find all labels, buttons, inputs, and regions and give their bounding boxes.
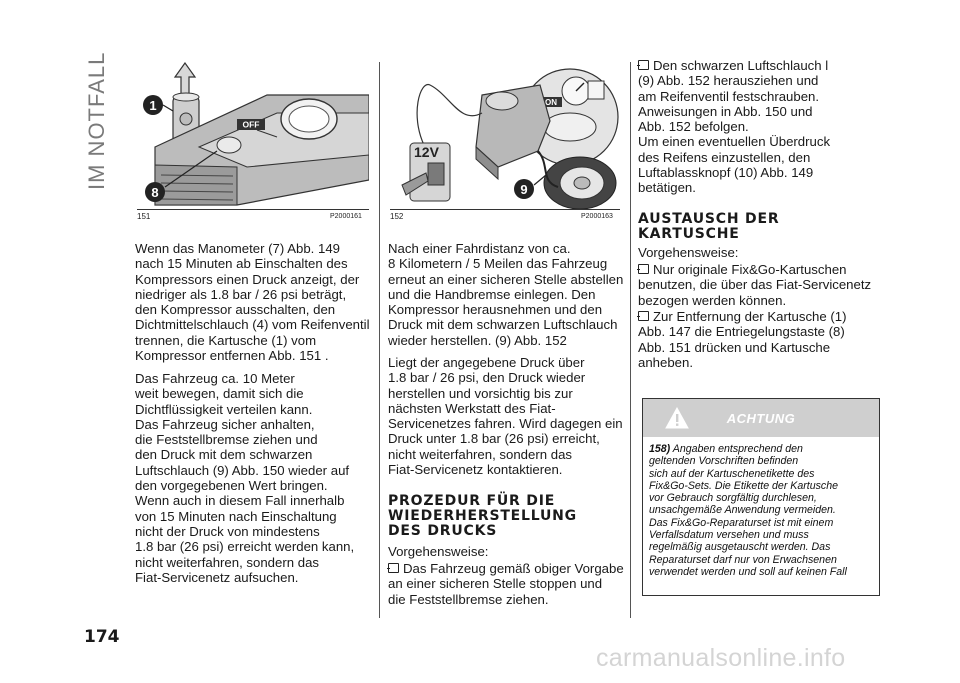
- heading-prozedur: PROZEDUR FÜR DIE WIEDERHERSTELLUNG DES DRUCKS: [388, 493, 577, 539]
- figure-152: [390, 55, 620, 210]
- callout-8: 8: [151, 185, 159, 200]
- off-label: OFF: [242, 119, 260, 130]
- figure-code-152: P2000163: [581, 213, 613, 220]
- col3-bullet-1-text: Den schwarzen Luftschlauch l (9) Abb. 152 herausziehen und am Reifenventil festschrauben. Anweisungen in Abb. 150 und Abb. 152 befolgen. Um einen eventuellen Überdruck des Reifens einzustellen, den Luftablassknopf (10) Abb. 149 betätigen.: [638, 58, 831, 196]
- page-number: 174: [84, 627, 120, 647]
- compressor-illustration-on: [390, 55, 620, 209]
- bullet-icon: [638, 264, 649, 274]
- figure-number-152: 152: [390, 212, 404, 221]
- col3-bullet-2-text: Nur originale Fix&Go-Kartuschen benutzen, die über das Fiat-Servicenetz bezogen werden können.: [638, 262, 872, 308]
- 12v-label: 12V: [414, 144, 439, 160]
- compressor-illustration-off: [137, 55, 369, 209]
- warning-number: 158): [649, 443, 671, 455]
- col3-subheading: Vorgehensweise:: [638, 245, 739, 260]
- warning-header: [643, 399, 879, 437]
- bullet-icon: [638, 60, 649, 70]
- col2-paragraph-2: Liegt der angegebene Druck über 1.8 bar / 26 psi, den Druck wieder herstellen und vorsichtig bis zur nächsten Werkstatt des Fiat- Servicenetzes fahren. Wird dagegen ein Druck unter 1.8 bar (26 psi) erreicht, nicht weiterfahren, sondern das Fiat-Servicenetz kontaktieren.: [388, 355, 623, 478]
- watermark: carmanualsonline.info: [596, 644, 846, 672]
- col3-bullet-2: [638, 262, 871, 308]
- bullet-icon: [638, 311, 649, 321]
- figure-code-151: P2000161: [330, 213, 362, 220]
- column-divider-2: [630, 62, 631, 618]
- section-title: IM NOTFALL: [84, 51, 109, 190]
- warning-triangle-icon: [665, 407, 689, 429]
- col3-bullet-3-text: Zur Entfernung der Kartusche (1) Abb. 147 die Entriegelungstaste (8) Abb. 151 drücken und Kartusche anheben.: [638, 309, 847, 370]
- col3-bullet-1: [638, 58, 830, 196]
- on-label: ON: [545, 98, 557, 107]
- warning-text: [649, 443, 847, 578]
- col1-paragraph-2: Das Fahrzeug ca. 10 Meter weit bewegen, damit sich die Dichtflüssigkeit verteilen kann. Das Fahrzeug sicher anhalten, die Feststellbremse ziehen und den Druck mit dem schwarzen Luftschlauch (9) Abb. 150 wieder auf den vorgegebenen Wert bringen. Wenn auch in diesem Fall innerhalb von 15 Minuten nach Einschaltung nicht der Druck von mindestens 1.8 bar (26 psi) erreicht werden kann, nicht weiterfahren, sondern das Fiat-Servicenetz aufsuchen.: [135, 371, 355, 585]
- col2-paragraph-1: Nach einer Fahrdistanz von ca. 8 Kilometern / 5 Meilen das Fahrzeug erneut an einer sicheren Stelle abstellen und die Handbremse einlegen. Den Kompressor herausnehmen und den Druck mit dem schwarzen Luftschlauch wieder herstellen. (9) Abb. 152: [388, 241, 624, 348]
- figure-151: [137, 55, 369, 210]
- col3-bullet-3: [638, 309, 847, 370]
- col2-bullet-1-text: Das Fahrzeug gemäß obiger Vorgabe an einer sicheren Stelle stoppen und die Feststellbremse ziehen.: [388, 561, 624, 607]
- warning-box: [642, 398, 880, 596]
- callout-9: 9: [520, 182, 528, 197]
- warning-title: ACHTUNG: [726, 410, 796, 426]
- figure-number-151: 151: [137, 212, 151, 221]
- col1-paragraph-1: Wenn das Manometer (7) Abb. 149 nach 15 Minuten ab Einschalten des Kompressors einen Druck anzeigt, der niedriger als 1.8 bar / 26 psi beträgt, den Kompressor ausschalten, den Dichtmittelschlauch (4) vom Reifenventil trennen, die Kartusche (1) vom Kompressor entfernen Abb. 151 .: [135, 241, 370, 364]
- col2-bullet-1: [388, 561, 624, 607]
- heading-austausch: AUSTAUSCH DER KARTUSCHE: [638, 211, 780, 242]
- callout-1: 1: [149, 98, 157, 113]
- column-divider-1: [379, 62, 380, 618]
- bullet-icon: [388, 563, 399, 573]
- warning-body: Angaben entsprechend den geltenden Vorschriften befinden sich auf der Kartuschenetikette des Fix&Go-Sets. Die Etikette der Kartusche vor Gebrauch sorgfältig durchlesen, unsachgemäße Anwendung vermeiden. Das Fix&Go-Reparaturset ist mit einem Verfallsdatum versehen und muss regelmäßig ausgetauscht werden. Das Reparaturset darf nur von Erwachsenen verwendet werden und soll auf keinen Fall: [649, 443, 847, 578]
- col2-subheading: Vorgehensweise:: [388, 544, 489, 559]
